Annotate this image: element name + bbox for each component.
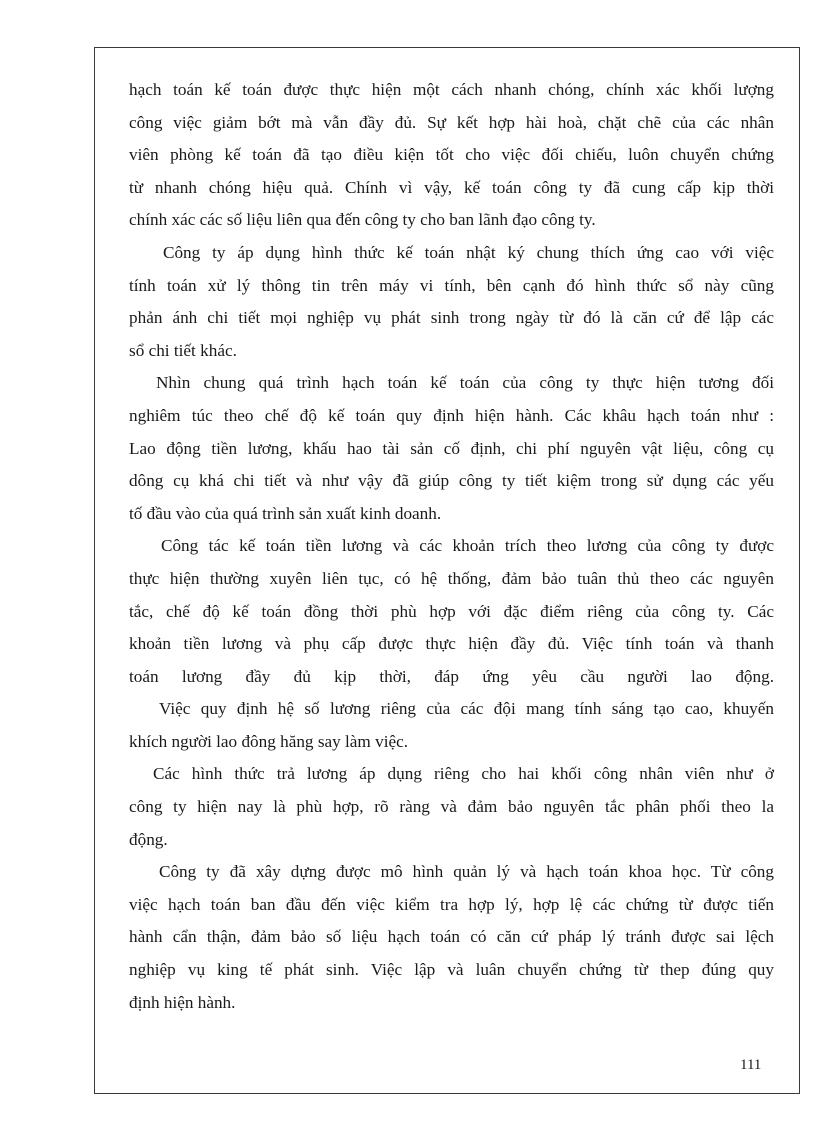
- text-line: tắc, chế độ kế toán đồng thời phù hợp với đặc điểm riêng của công ty. Các: [129, 601, 774, 621]
- body-text: [129, 74, 774, 1019]
- text-line: Công tác kế toán tiền lương và các khoản trích theo lương của công ty được: [161, 536, 774, 556]
- text-line: viên phòng kế toán đã tạo điều kiện tốt cho việc đối chiếu, luôn chuyển chứng: [129, 145, 774, 165]
- text-line: từ nhanh chóng hiệu quả. Chính vì vậy, kế toán công ty đã cung cấp kịp thời: [129, 177, 774, 197]
- text-line: việc hạch toán ban đầu đến việc kiểm tra hợp lý, hợp lệ các chứng từ được tiến: [129, 894, 774, 914]
- text-line: công việc giảm bớt mà vẫn đầy đủ. Sự kết hợp hài hoà, chặt chẽ của các nhân: [129, 112, 774, 132]
- text-line: toán lương đầy đủ kịp thời, đáp ứng yêu cầu người lao động.: [129, 666, 774, 686]
- text-line: nghiêm túc theo chế độ kế toán quy định hiện hành. Các khâu hạch toán như :: [129, 405, 774, 425]
- text-line: phản ánh chi tiết mọi nghiệp vụ phát sinh trong ngày từ đó là căn cứ để lập các: [129, 308, 774, 328]
- text-line: Các hình thức trả lương áp dụng riêng cho hai khối công nhân viên như ở: [153, 764, 774, 784]
- text-line: nghiệp vụ king tế phát sinh. Việc lập và luân chuyển chứng từ thep đúng quy: [129, 960, 774, 980]
- text-line: sổ chi tiết khác.: [129, 340, 237, 360]
- text-line: dông cụ khá chi tiết và như vậy đã giúp công ty tiết kiệm trong sử dụng các yếu: [129, 471, 774, 491]
- text-line: hành cẩn thận, đảm bảo số liệu hạch toán có căn cứ pháp lý tránh được sai lệch: [129, 927, 774, 947]
- text-line: định hiện hành.: [129, 992, 236, 1012]
- text-line: Công ty đã xây dựng được mô hình quản lý và hạch toán khoa học. Từ công: [159, 862, 774, 882]
- text-line: khoản tiền lương và phụ cấp được thực hiện đầy đủ. Việc tính toán và thanh: [129, 634, 774, 654]
- text-line: công ty hiện nay là phù hợp, rõ ràng và đảm bảo nguyên tắc phân phối theo la: [129, 797, 774, 817]
- text-line: động.: [129, 829, 168, 849]
- text-line: Nhìn chung quá trình hạch toán kế toán của công ty thực hiện tương đối: [156, 373, 774, 393]
- text-line: khích người lao đông hăng say làm việc.: [129, 731, 409, 751]
- text-line: tố đầu vào của quá trình sản xuất kinh doanh.: [129, 503, 442, 523]
- text-line: hạch toán kế toán được thực hiện một cách nhanh chóng, chính xác khối lượng: [129, 80, 774, 99]
- text-line: chính xác các số liệu liên qua đến công ty cho ban lãnh đạo công ty.: [129, 210, 596, 230]
- page-number: 111: [740, 1057, 762, 1073]
- text-line: thực hiện thường xuyên liên tục, có hệ thống, đảm bảo tuân thủ theo các nguyên: [129, 568, 774, 588]
- text-line: Lao động tiền lương, khấu hao tài sản cố định, chi phí nguyên vật liệu, công cụ: [129, 438, 774, 458]
- text-line: tính toán xử lý thông tin trên máy vi tính, bên cạnh đó hình thức sổ này cũng: [129, 275, 774, 295]
- text-line: Việc quy định hệ số lương riêng của các đội mang tính sáng tạo cao, khuyến: [159, 699, 774, 719]
- text-line: Công ty áp dụng hình thức kế toán nhật ký chung thích ứng cao với việc: [163, 242, 774, 262]
